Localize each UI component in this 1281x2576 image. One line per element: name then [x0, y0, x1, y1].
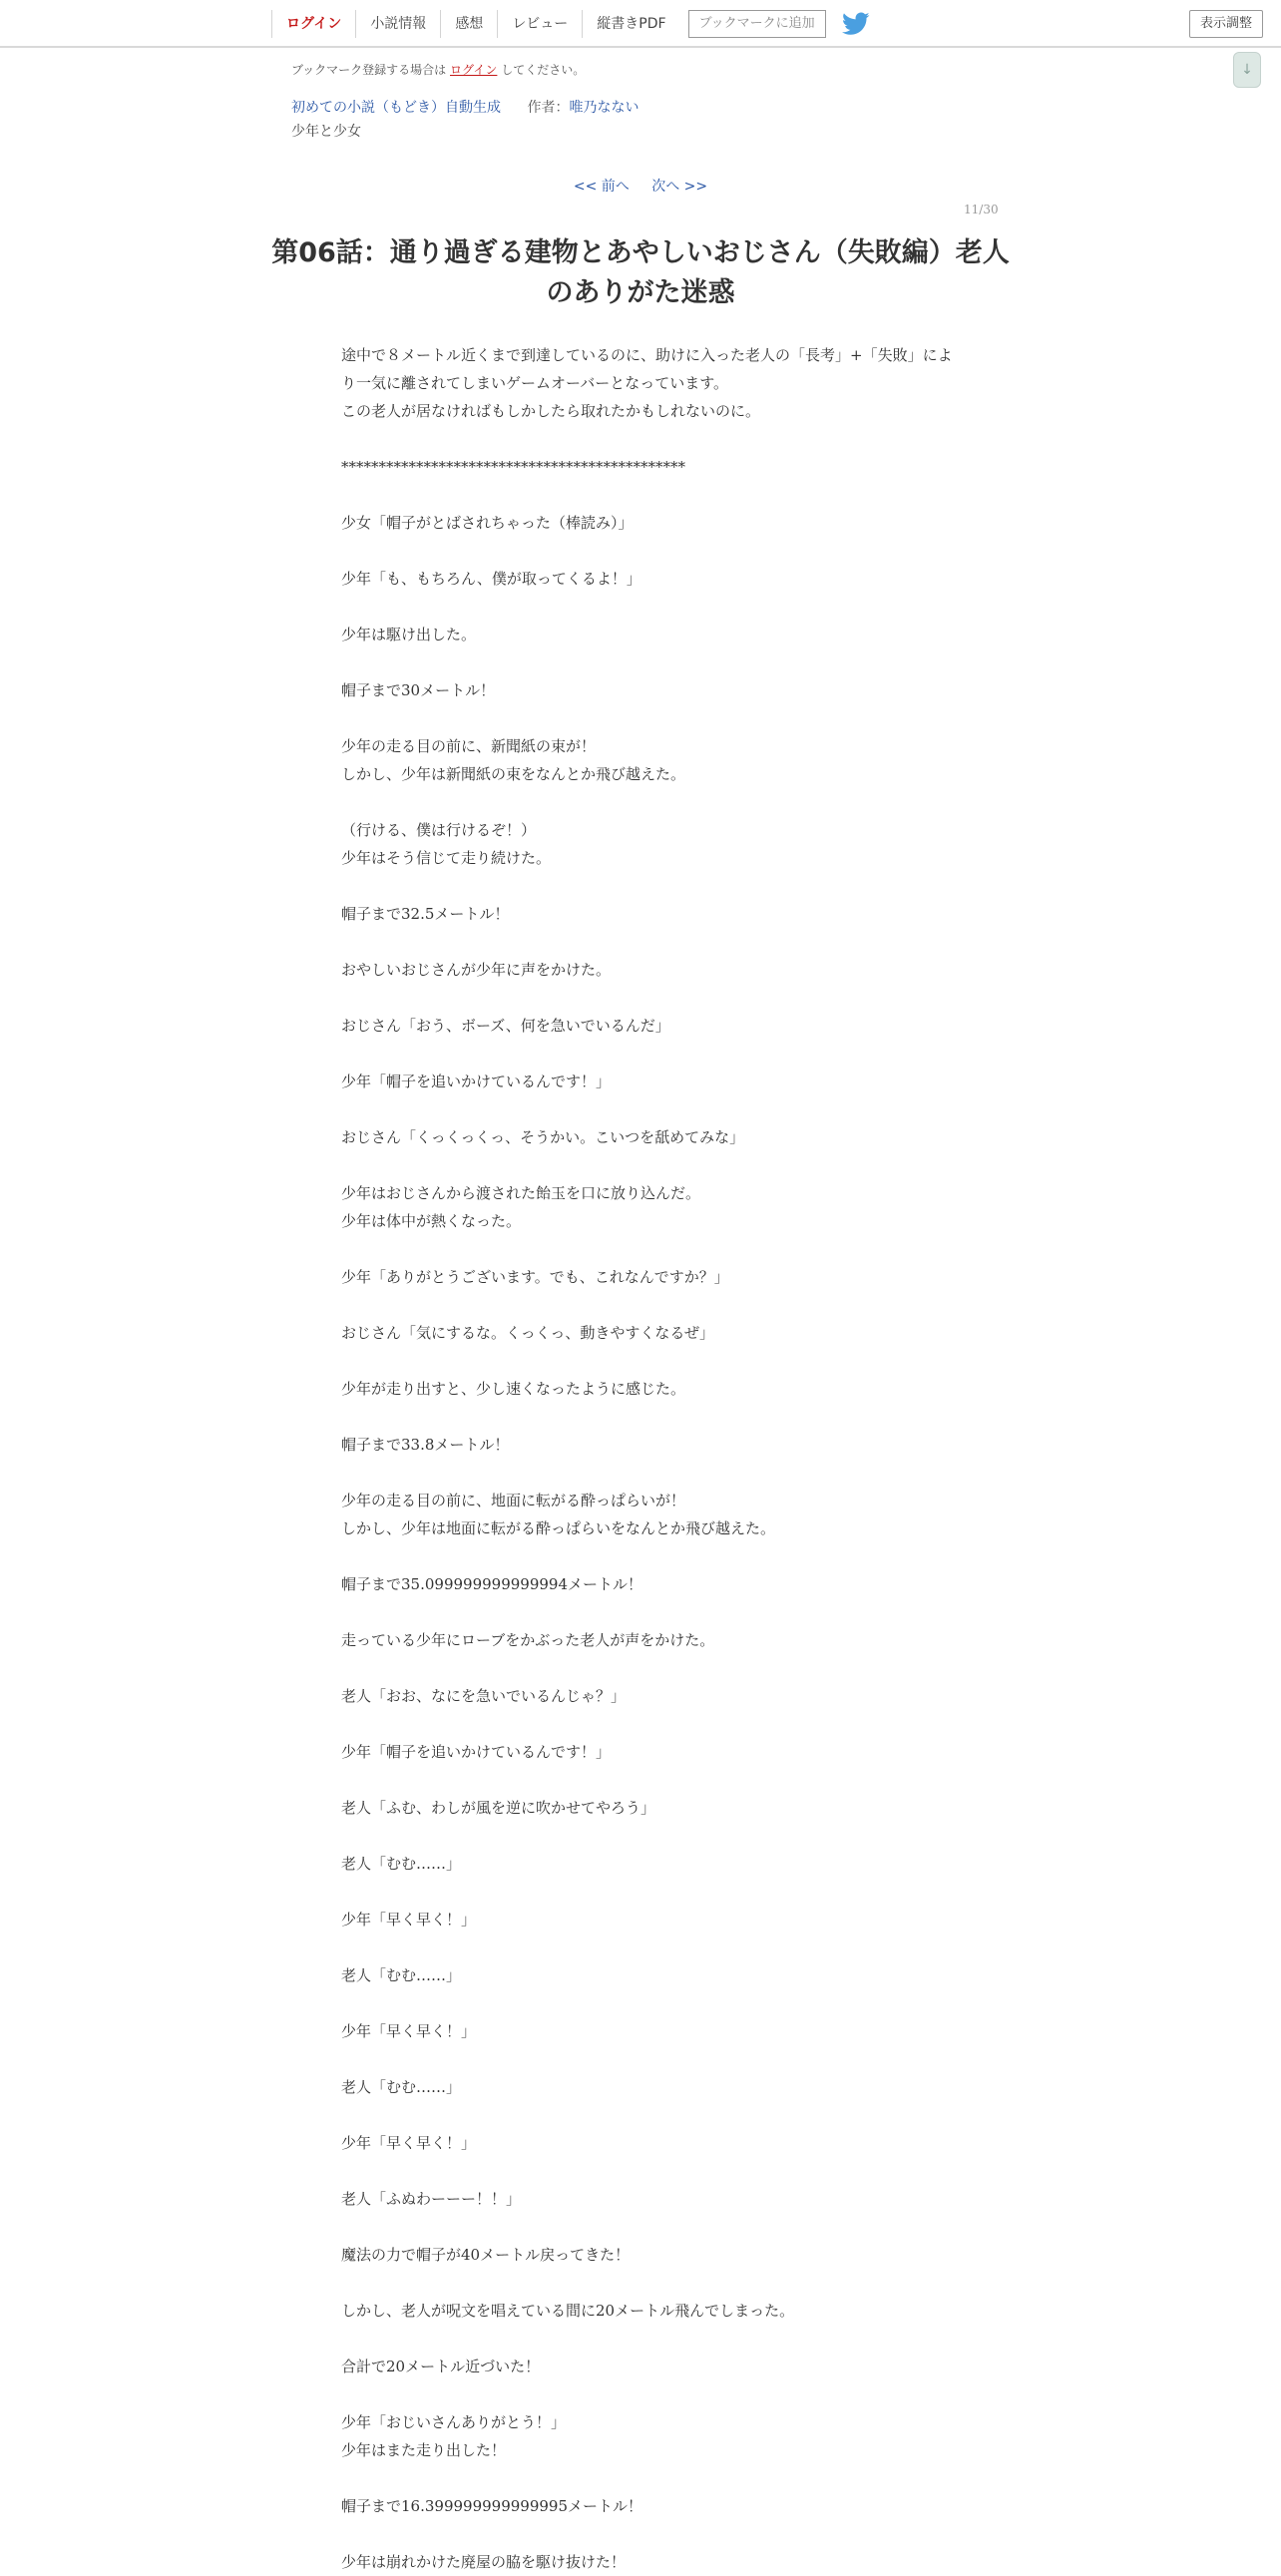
blank-line: [341, 1766, 960, 1794]
blank-line: [341, 1822, 960, 1850]
top-navigation-bar: [0, 0, 1281, 48]
blank-line: [341, 1151, 960, 1179]
body-paragraph: 帽子まで35.099999999999994メートル！: [341, 1575, 643, 1593]
body-paragraph: 少年「帽子を追いかけているんです！」: [341, 1743, 612, 1761]
scroll-down-icon[interactable]: ↓: [1233, 52, 1261, 88]
body-paragraph: 少年「早く早く！」: [341, 1911, 477, 1929]
body-paragraph: 少年が走り出すと、少し速くなったように感じた。: [341, 1380, 686, 1398]
blank-line: [341, 1459, 960, 1487]
body-paragraph: おやしいおじさんが少年に声をかけた。: [341, 961, 612, 979]
body-paragraph: 少年はおじさんから渡された飴玉を口に放り込んだ。 少年は体中が熱くなった。: [341, 1184, 701, 1230]
blank-line: [341, 872, 960, 900]
body-paragraph: 帽子まで16.399999999999995メートル！: [341, 2497, 643, 2515]
blank-line: [341, 1235, 960, 1263]
blank-line: [341, 984, 960, 1012]
bookmark-note-after: してください。: [501, 63, 586, 77]
body-paragraph: 老人「おお、なにを急いでいるんじゃ？」: [341, 1687, 627, 1705]
blank-line: [341, 1291, 960, 1319]
body-paragraph: 少年「帽子を追いかけているんです！」: [341, 1073, 612, 1090]
body-paragraph: 少年は崩れかけた廃屋の脇を駆け抜けた！: [341, 2553, 627, 2571]
body-paragraph: （行ける、僕は行けるぞ！） 少年はそう信じて走り続けた。: [341, 821, 552, 867]
blank-line: [341, 1878, 960, 1906]
body-paragraph: 少年「ありがとうございます。でも、これなんですか？」: [341, 1268, 729, 1286]
blank-line: [341, 1710, 960, 1738]
body-paragraph: 途中で８メートル近くまで到達しているのに、助けに入った老人の「長考」+「失敗」により一気に離されてしまいゲームオーバーとなっています。 この老人が居なければもしかしたら取れたかもしれないのに。: [341, 346, 953, 420]
blank-line: [341, 1095, 960, 1123]
blank-line: [341, 928, 960, 956]
body-paragraph: 老人「ふむ、わしが風を逆に吹かせてやろう」: [341, 1799, 656, 1817]
body-paragraph: 老人「むむ……」: [341, 2078, 462, 2096]
blank-line: [341, 788, 960, 816]
series-info: [291, 97, 639, 117]
series-title-link[interactable]: 初めての小説（もどき）自動生成: [291, 100, 501, 116]
blank-line: [341, 1347, 960, 1375]
display-adjust-button[interactable]: 表示調整: [1189, 10, 1263, 38]
body-paragraph: 魔法の力で帽子が40メートル戻ってきた！: [341, 2246, 631, 2264]
body-paragraph: 老人「ふぬわーーー！！」: [341, 2190, 522, 2208]
nav-novel-info[interactable]: 小説情報: [355, 10, 440, 38]
body-paragraph: 少年「早く早く！」: [341, 2022, 477, 2040]
body-paragraph: 少年「早く早く！」: [341, 2134, 477, 2152]
blank-line: [341, 648, 960, 676]
episode-pager: [0, 176, 1281, 196]
bookmark-login-note: [291, 61, 585, 78]
nav-login[interactable]: ログイン: [271, 10, 355, 38]
blank-line: [341, 2325, 960, 2353]
nav-impressions[interactable]: 感想: [440, 10, 497, 38]
body-paragraph: 帽子まで33.8メートル！: [341, 1436, 510, 1454]
blank-line: [341, 2157, 960, 2185]
blank-line: [341, 1933, 960, 1961]
body-paragraph: 少年「も、もちろん、僕が取ってくるよ！」: [341, 570, 641, 588]
blank-line: [341, 2269, 960, 2297]
body-paragraph: 帽子まで30メートル！: [341, 681, 496, 699]
body-paragraph: 少年の走る目の前に、新聞紙の束が！ しかし、少年は新聞紙の束をなんとか飛び越えた。: [341, 737, 686, 783]
next-episode-link[interactable]: 次へ >>: [651, 179, 708, 195]
body-paragraph: 少年「おじいさんありがとう！」 少年はまた走り出した！: [341, 2413, 567, 2459]
blank-line: [341, 2101, 960, 2129]
body-paragraph: 少女「帽子がとばされちゃった（棒読み）」: [341, 514, 634, 532]
body-paragraph: 老人「むむ……」: [341, 1855, 462, 1873]
body-paragraph: 帽子まで32.5メートル！: [341, 905, 510, 923]
body-paragraph: おじさん「おう、ボーズ、何を急いでいるんだ」: [341, 1017, 670, 1035]
blank-line: [341, 2520, 960, 2548]
nav-vertical-pdf[interactable]: 縦書きPDF: [582, 10, 679, 38]
author-link[interactable]: 唯乃なない: [569, 100, 640, 116]
body-paragraph: **********************************************: [341, 458, 685, 476]
episode-title: 第06話：通り過ぎる建物とあやしいおじさん（失敗編）老人のありがた迷惑: [271, 237, 1010, 308]
blank-line: [341, 425, 960, 453]
chapter-group-title: 少年と少女: [291, 124, 361, 140]
blank-line: [341, 2464, 960, 2492]
blank-line: [341, 1989, 960, 2017]
body-paragraph: 少年の走る目の前に、地面に転がる酔っぱらいが！ しかし、少年は地面に転がる酔っぱらいをなんとか飛び越えた。: [341, 1492, 776, 1537]
body-paragraph: 少年は駆け出した。: [341, 626, 477, 644]
blank-line: [341, 1598, 960, 1626]
bookmark-note-login-link[interactable]: ログイン: [450, 63, 498, 77]
blank-line: [341, 704, 960, 732]
prev-episode-link[interactable]: << 前へ: [573, 179, 630, 195]
blank-line: [341, 1542, 960, 1570]
author-label: 作者：: [527, 100, 570, 116]
blank-line: [341, 2045, 960, 2073]
twitter-icon[interactable]: [842, 12, 870, 36]
blank-line: [341, 1654, 960, 1682]
blank-line: [341, 537, 960, 565]
blank-line: [341, 2213, 960, 2241]
add-bookmark-button[interactable]: ブックマークに追加: [688, 10, 826, 38]
body-paragraph: おじさん「くっくっくっ、そうかい。こいつを舐めてみな」: [341, 1128, 745, 1146]
body-paragraph: おじさん「気にするな。くっくっ、動きやすくなるぜ」: [341, 1324, 714, 1342]
page-number: 11/30: [964, 203, 999, 216]
blank-line: [341, 593, 960, 621]
body-paragraph: 走っている少年にローブをかぶった老人が声をかけた。: [341, 1631, 715, 1649]
body-paragraph: 老人「むむ……」: [341, 1966, 462, 1984]
novel-body: [341, 341, 960, 2576]
nav-list: [271, 10, 870, 38]
body-paragraph: しかし、老人が呪文を唱えている間に20メートル飛んでしまった。: [341, 2302, 795, 2320]
blank-line: [341, 481, 960, 509]
nav-review[interactable]: レビュー: [497, 10, 582, 38]
bookmark-note-before: ブックマーク登録する場合は: [291, 63, 447, 77]
body-paragraph: 合計で20メートル近づいた！: [341, 2358, 541, 2375]
blank-line: [341, 2380, 960, 2408]
blank-line: [341, 1403, 960, 1431]
blank-line: [341, 1040, 960, 1068]
